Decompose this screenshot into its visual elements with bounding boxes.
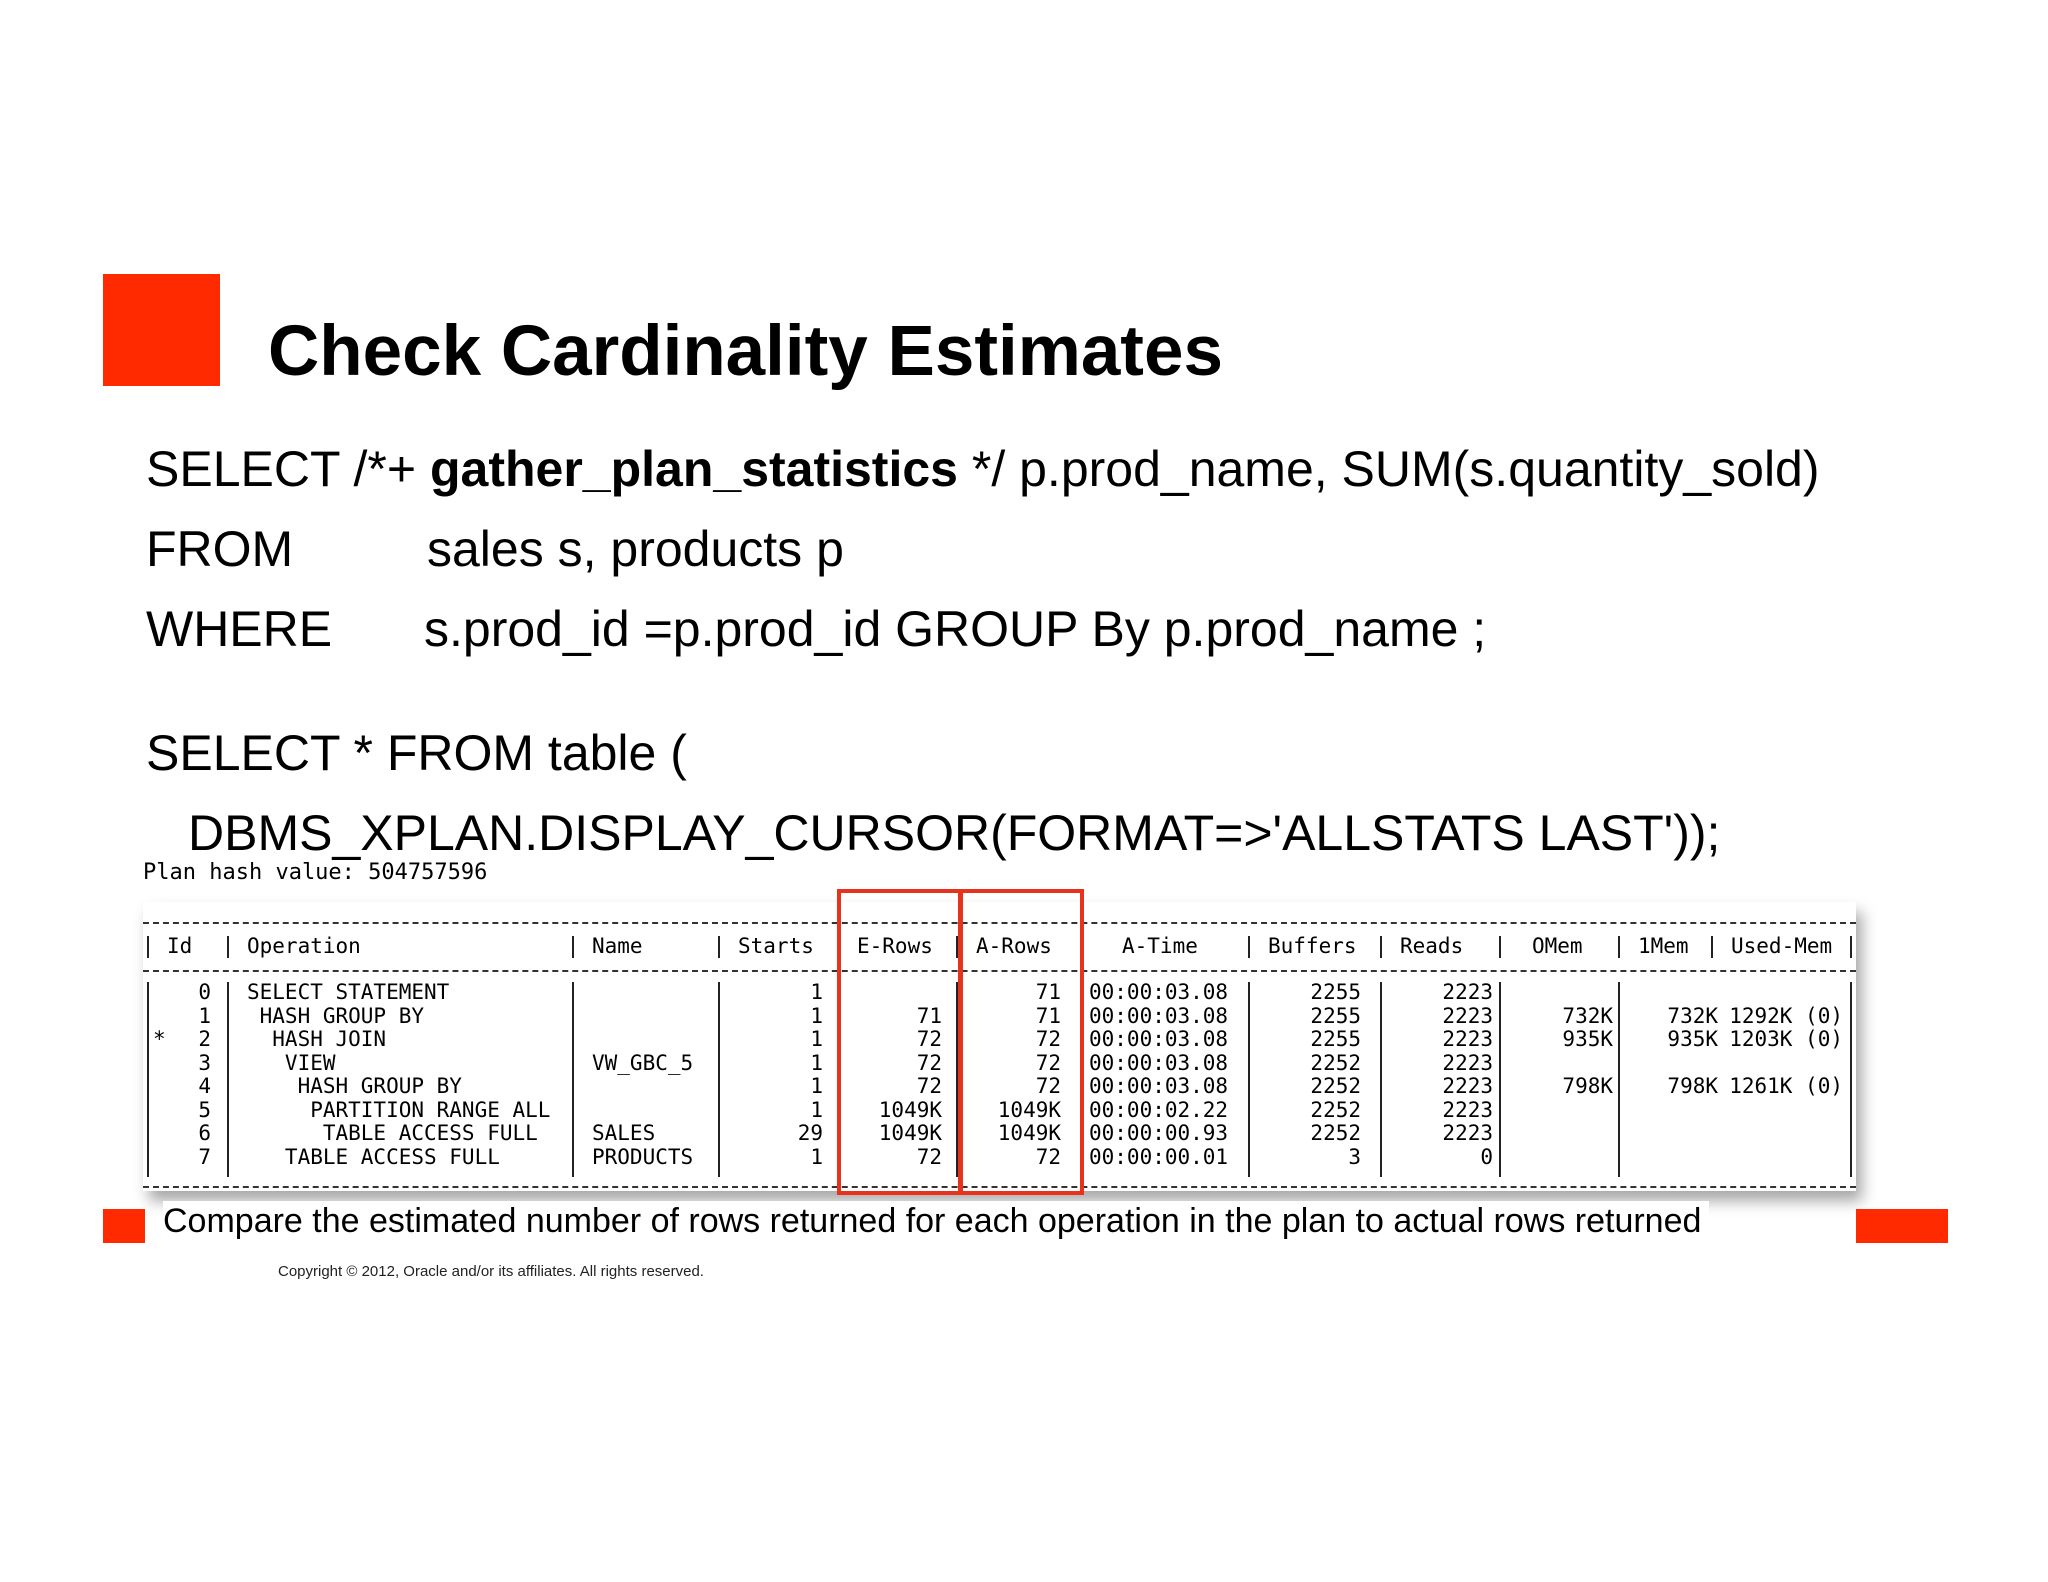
cell-atime: 00:00:03.08	[1089, 980, 1229, 1004]
sql-from-keyword: FROM	[146, 521, 294, 577]
sql-hint-name: gather_plan_statistics	[429, 441, 958, 497]
cell-erows: 72	[916, 1144, 942, 1169]
cell-starts: 1	[810, 1144, 823, 1169]
cell-operation: SELECT STATEMENT	[247, 980, 450, 1004]
header-a-rows: A-Rows	[976, 934, 1052, 958]
cell-reads: 2223	[1442, 1050, 1493, 1075]
cell-arows: 71	[1035, 1003, 1061, 1028]
cell-buffers: 2255	[1310, 1027, 1361, 1051]
cell-starts: 1	[810, 1003, 823, 1028]
cell-buffers: 2252	[1310, 1074, 1361, 1098]
cell-arows: 72	[1035, 1050, 1061, 1075]
sql-hint-open: /*+	[353, 441, 417, 497]
cell-buffers: 2252	[1310, 1050, 1361, 1075]
cell-omem: 732K	[1562, 1003, 1613, 1028]
cell-id: 4	[198, 1074, 211, 1098]
cell-buffers: 2255	[1310, 1003, 1361, 1028]
cell-operation: HASH GROUP BY	[247, 1003, 425, 1028]
cell-starts: 1	[810, 1050, 823, 1075]
cell-reads: 2223	[1442, 1097, 1493, 1122]
cell-arows: 1049K	[997, 1097, 1061, 1122]
cell-reads: 0	[1480, 1144, 1493, 1169]
cell-operation: TABLE ACCESS FULL	[247, 1121, 538, 1145]
cell-atime: 00:00:00.01	[1089, 1144, 1229, 1169]
header-buffers: Buffers	[1268, 934, 1357, 958]
cell-atime: 00:00:03.08	[1089, 1050, 1229, 1075]
caption-accent-left	[103, 1209, 145, 1243]
cell-id: 7	[198, 1144, 211, 1169]
cell-erows: 72	[916, 1027, 942, 1051]
cell-buffers: 2252	[1310, 1121, 1361, 1145]
cell-reads: 2223	[1442, 980, 1493, 1004]
cell-starts: 1	[810, 1074, 823, 1098]
cell-operation: HASH JOIN	[247, 1027, 387, 1051]
cell-erows: 72	[916, 1050, 942, 1075]
cell-operation: TABLE ACCESS FULL	[247, 1144, 500, 1169]
cell-name: SALES	[592, 1121, 656, 1145]
header-reads: Reads	[1400, 934, 1464, 958]
cell-reads: 2223	[1442, 1121, 1493, 1145]
sql2-line1: SELECT * FROM table (	[146, 725, 687, 781]
sql-select-keyword: SELECT	[146, 441, 340, 497]
execution-plan-table	[143, 902, 1856, 1191]
cell-id: 0	[198, 980, 211, 1004]
cell-id: 5	[198, 1097, 211, 1122]
slide-title: Check Cardinality Estimates	[268, 312, 1223, 391]
cell-atime: 00:00:00.93	[1089, 1121, 1229, 1145]
cell-id: 6	[198, 1121, 211, 1145]
cell-reads: 2223	[1442, 1003, 1493, 1028]
cell-usedmem: 1261K (0)	[1729, 1074, 1843, 1098]
cell-usedmem: 1203K (0)	[1729, 1027, 1843, 1051]
cell-atime: 00:00:02.22	[1089, 1097, 1229, 1122]
sql-where-clause: s.prod_id =p.prod_id GROUP By p.prod_name ;	[424, 601, 1487, 657]
cell-operation: HASH GROUP BY	[247, 1074, 462, 1098]
cell-id: 1	[198, 1003, 211, 1028]
header-1mem: 1Mem	[1638, 934, 1689, 958]
cell-omem: 935K	[1562, 1027, 1613, 1051]
header-starts: Starts	[738, 934, 814, 958]
cell-onemem: 732K	[1667, 1003, 1718, 1028]
sql-select-line	[146, 441, 1820, 497]
plan-hash-value: Plan hash value: 504757596	[143, 860, 488, 885]
cell-starts: 1	[810, 1027, 823, 1051]
cell-arows: 72	[1035, 1144, 1061, 1169]
cell-erows: 72	[916, 1074, 942, 1098]
header-name: Name	[592, 934, 643, 958]
cell-usedmem: 1292K (0)	[1729, 1003, 1843, 1028]
cell-name: VW_GBC_5	[592, 1050, 694, 1075]
cell-operation: VIEW	[247, 1050, 336, 1075]
a-rows-highlight-box	[958, 889, 1084, 1195]
caption-accent-right	[1856, 1209, 1948, 1243]
cell-operation: PARTITION RANGE ALL	[247, 1097, 551, 1122]
cell-starts: 1	[810, 1097, 823, 1122]
cell-atime: 00:00:03.08	[1089, 1027, 1229, 1051]
header-used-mem: Used-Mem	[1731, 934, 1833, 958]
title-accent-square	[103, 274, 220, 386]
cell-reads: 2223	[1442, 1027, 1493, 1051]
cell-marker: *	[153, 1027, 166, 1051]
cell-erows: 71	[916, 1003, 942, 1028]
cell-buffers: 2252	[1310, 1097, 1361, 1122]
header-omem: OMem	[1532, 934, 1583, 958]
cell-omem: 798K	[1562, 1074, 1613, 1098]
cell-reads: 2223	[1442, 1074, 1493, 1098]
cell-arows: 72	[1035, 1074, 1061, 1098]
sql-where-keyword: WHERE	[146, 601, 333, 657]
cell-starts: 29	[797, 1121, 823, 1145]
cell-arows: 1049K	[997, 1121, 1061, 1145]
cell-atime: 00:00:03.08	[1089, 1074, 1229, 1098]
cell-id: 3	[198, 1050, 211, 1075]
cell-buffers: 3	[1348, 1144, 1361, 1169]
cell-erows: 1049K	[878, 1097, 942, 1122]
cell-buffers: 2255	[1310, 980, 1361, 1004]
copyright-notice: Copyright © 2012, Oracle and/or its affiliates. All rights reserved.	[278, 1263, 704, 1280]
header-a-time: A-Time	[1122, 934, 1198, 958]
cell-onemem: 798K	[1667, 1074, 1718, 1098]
header-e-rows: E-Rows	[857, 934, 933, 958]
header-operation: Operation	[247, 934, 361, 958]
sql-hint-close-columns: */ p.prod_name, SUM(s.quantity_sold)	[971, 441, 1820, 497]
slide-caption: Compare the estimated number of rows returned for each operation in the plan to actual rows returned	[163, 1201, 1709, 1242]
cell-starts: 1	[810, 980, 823, 1004]
cell-onemem: 935K	[1667, 1027, 1718, 1051]
e-rows-highlight-box	[837, 889, 963, 1195]
cell-name: PRODUCTS	[592, 1144, 694, 1169]
cell-erows: 1049K	[878, 1121, 942, 1145]
header-id: Id	[167, 934, 193, 958]
sql2-line2: DBMS_XPLAN.DISPLAY_CURSOR(FORMAT=>'ALLSTATS LAST'));	[188, 805, 1721, 861]
sql-from-clause: sales s, products p	[427, 521, 844, 577]
cell-arows: 71	[1035, 980, 1061, 1004]
cell-arows: 72	[1035, 1027, 1061, 1051]
cell-atime: 00:00:03.08	[1089, 1003, 1229, 1028]
cell-id: 2	[198, 1027, 211, 1051]
